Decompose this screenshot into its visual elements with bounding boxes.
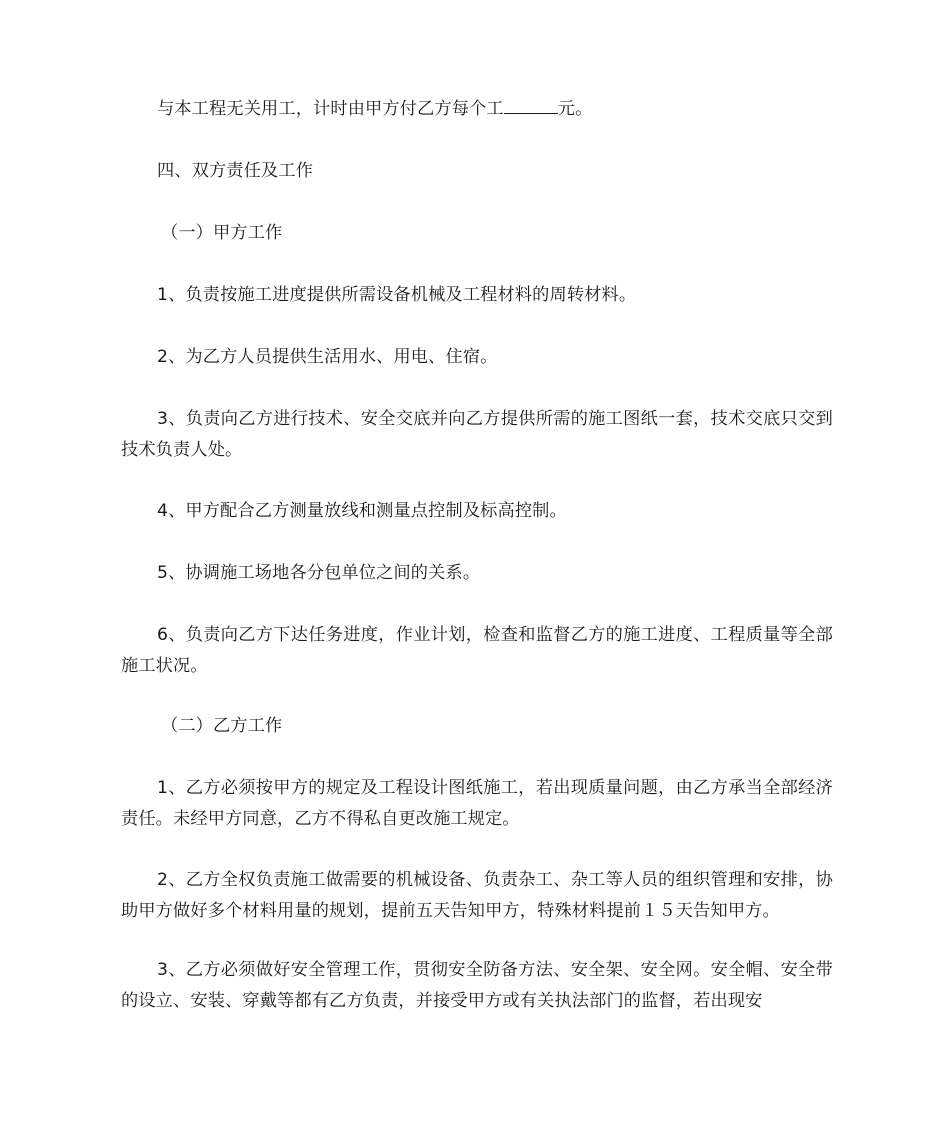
section-heading-4: 四、双方责任及工作 (157, 161, 314, 181)
subheading-party-b: （二）乙方工作 (161, 716, 283, 736)
subheading-party-a: （一）甲方工作 (161, 223, 283, 243)
wage-unit: 元。 (557, 99, 593, 119)
party-a-item-2: 2、为乙方人员提供生活用水、用电、住宿。 (157, 347, 498, 367)
blank-line (504, 95, 558, 114)
paragraph-wage (121, 94, 833, 125)
party-a-item-3: 3、负责向乙方进行技术、安全交底并向乙方提供所需的施工图纸一套，技术交底只交到技术负责人处。 (121, 409, 833, 460)
party-b-item-2: 2、乙方全权负责施工做需要的机械设备、负责杂工、杂工等人员的组织管理和安排，协助甲方做好多个材料用量的规划，提前五天告知甲方，特殊材料提前１５天告知甲方。 (121, 870, 833, 921)
party-b-item-1: 1、乙方必须按甲方的规定及工程设计图纸施工，若出现质量问题，由乙方承当全部经济责任。未经甲方同意，乙方不得私自更改施工规定。 (121, 778, 833, 829)
wage-text: 与本工程无关用工，计时由甲方付乙方每个工 (157, 99, 504, 119)
party-b-item-3: 3、乙方必须做好安全管理工作，贯彻安全防备方法、安全架、安全网。安全帽、安全带的设立、安装、穿戴等都有乙方负责，并接受甲方或有关执法部门的监督，若出现安 (121, 960, 833, 1011)
party-a-item-6: 6、负责向乙方下达任务进度，作业计划，检查和监督乙方的施工进度、工程质量等全部施工状况。 (121, 625, 833, 676)
party-a-item-4: 4、甲方配合乙方测量放线和测量点控制及标高控制。 (157, 501, 567, 521)
party-a-item-1: 1、负责按施工进度提供所需设备机械及工程材料的周转材料。 (157, 285, 637, 305)
party-a-item-5: 5、协调施工场地各分包单位之间的关系。 (157, 563, 481, 583)
